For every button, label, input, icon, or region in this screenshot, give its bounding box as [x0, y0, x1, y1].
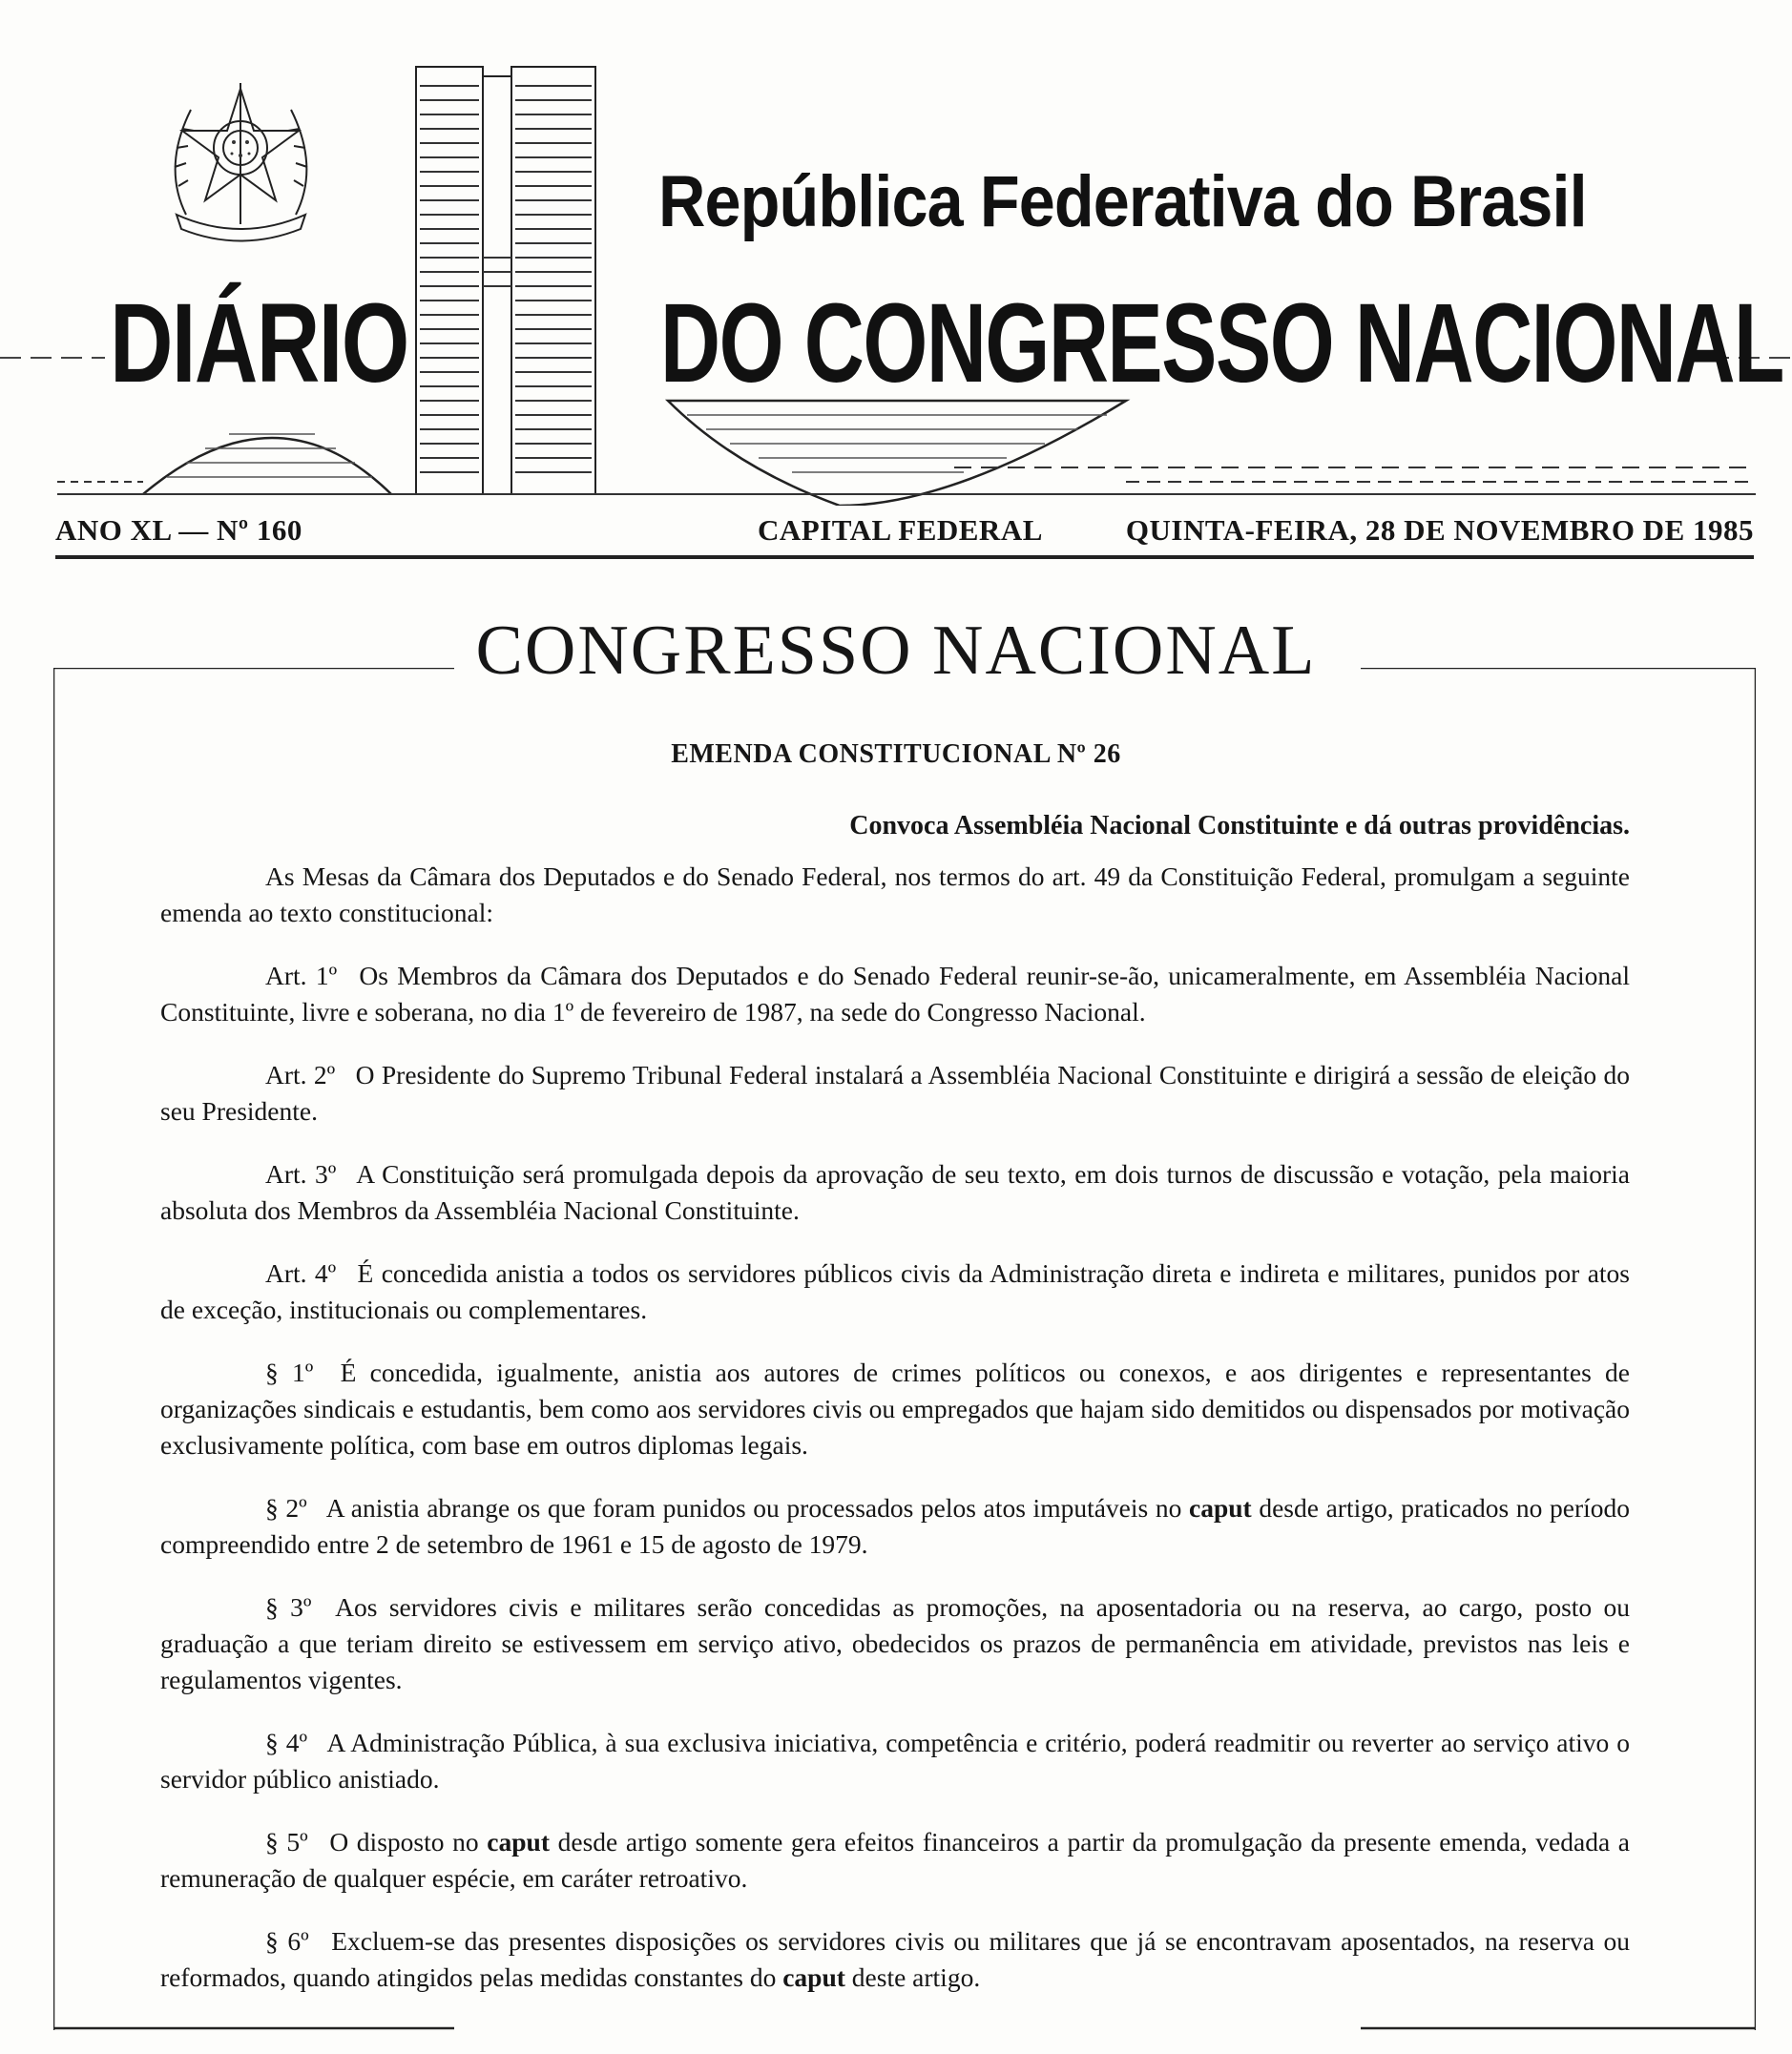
paragraph-2-caput: caput [1189, 1493, 1252, 1523]
publication-date: QUINTA-FEIRA, 28 DE NOVEMBRO DE 1985 [1125, 513, 1754, 547]
paragraph-6 [160, 1923, 1630, 1996]
issue-info-bar [55, 506, 1754, 563]
paragraph-4-label: § 4º [265, 1728, 307, 1757]
masthead-congresso: DO CONGRESSO NACIONAL [660, 280, 1783, 406]
paragraph-3-label: § 3º [265, 1592, 312, 1622]
article-3-text: A Constituição será promulgada depois da aprovação de seu texto, em dois turnos de discussão e votação, pela maioria absoluta dos Membros da Assembléia Nacional Constituinte. [160, 1159, 1631, 1225]
paragraph-4-text: A Administração Pública, à sua exclusiva iniciativa, competência e critério, poderá readmitir ou reverter ao serviço ativo o servidor público anistiado. [160, 1728, 1630, 1794]
amendment-subtitle: Convoca Assembléia Nacional Constituinte e dá outras providências. [849, 811, 1630, 840]
article-2-label: Art. 2º [265, 1060, 336, 1089]
paragraph-3-text: Aos servidores civis e militares serão concedidas as promoções, na aposentadoria ou na reserva, ao cargo, posto ou graduação a que teriam direito se estivessem em serviço ativo, obedecidos os prazos de permanência em atividade, previstos nas leis e regulamentos vigentes. [160, 1592, 1630, 1694]
paragraph-5-label: § 5º [265, 1827, 308, 1857]
preamble [160, 859, 1630, 931]
paragraph-6-caput: caput [782, 1962, 845, 1992]
paragraph-2-text-b: desde artigo, praticados no período compreendido entre 2 de setembro de 1961 e 15 de agosto de 1979. [160, 1493, 1631, 1559]
publication-place: CAPITAL FEDERAL [758, 513, 1043, 547]
article-4-label: Art. 4º [265, 1258, 337, 1288]
section-title: CONGRESSO NACIONAL [475, 612, 1317, 690]
masthead-republica: República Federativa do Brasil [658, 161, 1587, 242]
paragraph-1-label: § 1º [265, 1358, 314, 1387]
masthead-diario: DIÁRIO [110, 280, 408, 406]
amendment-body [160, 859, 1630, 2023]
paragraph-5-text-a: O disposto no [329, 1827, 479, 1857]
paragraph-6-text-a: Excluem-se das presentes disposições os servidores civis ou militares que já se encontravam aposentados, na reserva ou reformados, quando atingidos pelas medidas constantes do [160, 1926, 1630, 1992]
masthead-rule [55, 555, 1754, 559]
paragraph-1 [160, 1355, 1630, 1463]
preamble-text: As Mesas da Câmara dos Deputados e do Senado Federal, nos termos do art. 49 da Constituição Federal, promulgam a seguinte emenda ao texto constitucional: [160, 861, 1630, 927]
paragraph-6-text-b: deste artigo. [851, 1962, 981, 1992]
article-1 [160, 958, 1630, 1030]
article-2-text: O Presidente do Supremo Tribunal Federal instalará a Assembléia Nacional Constituinte e dirigirá a sessão de eleição do seu Presidente. [160, 1060, 1631, 1126]
masthead [0, 0, 1792, 591]
paragraph-3 [160, 1589, 1630, 1698]
article-3 [160, 1156, 1630, 1229]
paragraph-2-label: § 2º [265, 1493, 307, 1523]
article-2 [160, 1057, 1630, 1130]
paragraph-2-text-a: A anistia abrange os que foram punidos ou processados pelos atos imputáveis no [325, 1493, 1182, 1523]
article-4 [160, 1255, 1630, 1328]
paragraph-2 [160, 1490, 1630, 1563]
article-3-label: Art. 3º [265, 1159, 337, 1189]
paragraph-5-caput: caput [487, 1827, 550, 1857]
coat-of-arms-icon [157, 72, 324, 248]
article-1-text: Os Membros da Câmara dos Deputados e do Senado Federal reunir-se-ão, unicameralmente, em Assembléia Nacional Constituinte, livre e soberana, no dia 1º de fevereiro de 1987, na sede do Congresso Nacional. [160, 961, 1630, 1027]
paragraph-4 [160, 1725, 1630, 1797]
paragraph-5-text-b: desde artigo somente gera efeitos financeiros a partir da promulgação da presente emenda, vedada a remuneração de qualquer espécie, em caráter retroativo. [160, 1827, 1631, 1893]
paragraph-6-label: § 6º [265, 1926, 309, 1956]
article-1-label: Art. 1º [265, 961, 338, 990]
issue-number: ANO XL — Nº 160 [55, 513, 302, 547]
paragraph-5 [160, 1824, 1630, 1897]
article-4-text: É concedida anistia a todos os servidores públicos civis da Administração direta e indireta e militares, punidos por atos de exceção, institucionais ou complementares. [160, 1258, 1631, 1324]
amendment-title: EMENDA CONSTITUCIONAL Nº 26 [671, 739, 1121, 769]
paragraph-1-text: É concedida, igualmente, anistia aos autores de crimes políticos ou conexos, e aos dirigentes e representantes de organizações sindicais e estudantis, bem como aos servidores civis ou empregados que hajam sido demitidos ou dispensados por motivação exclusivamente política, com base em outros diplomas legais. [160, 1358, 1630, 1460]
